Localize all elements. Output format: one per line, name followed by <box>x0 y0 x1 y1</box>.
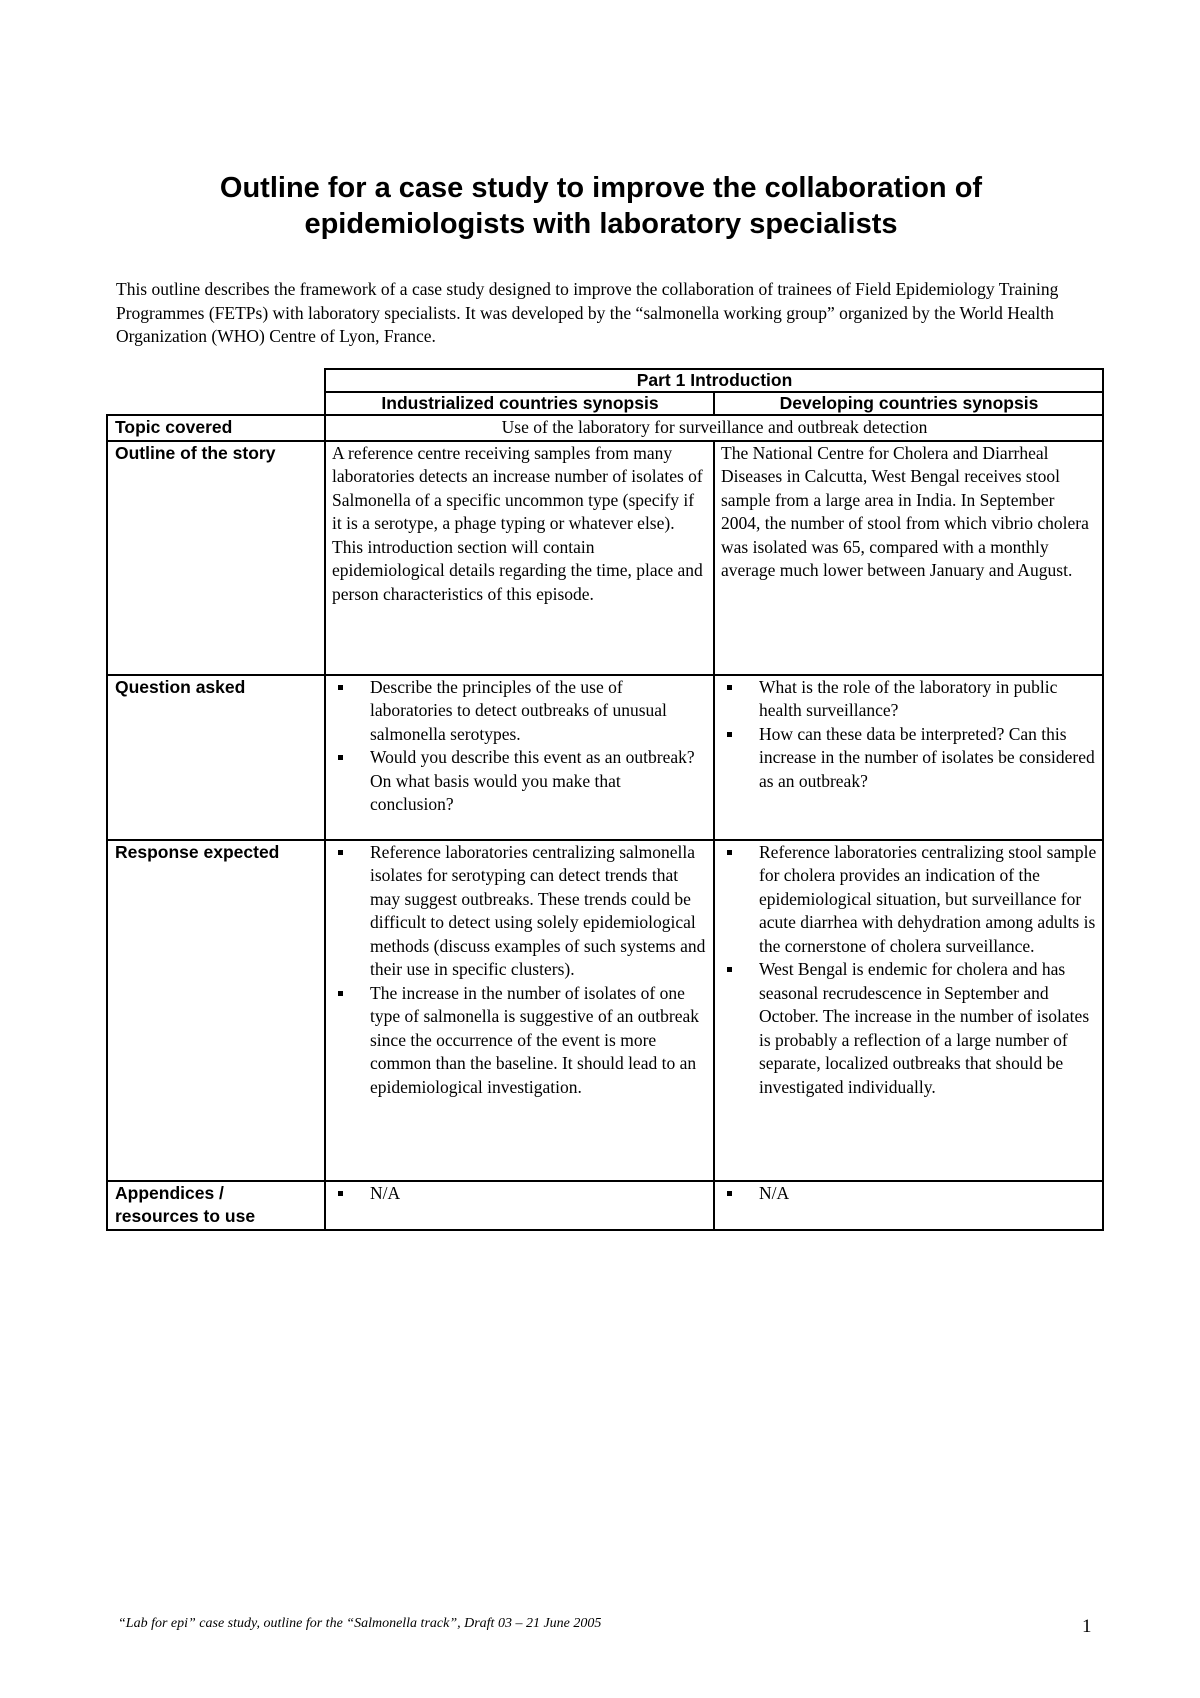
response-industrialized-cell <box>325 840 714 1181</box>
bullet-icon <box>338 850 343 855</box>
bullet-icon <box>338 991 343 996</box>
case-study-outline-table <box>106 368 1104 1231</box>
list-item-text: What is the role of the laboratory in public health surveillance? <box>759 676 1058 720</box>
list-item <box>332 982 708 1100</box>
bullet-icon <box>338 685 343 690</box>
column-header-developing: Developing countries synopsis <box>714 392 1103 415</box>
table-row-topic <box>107 415 1103 441</box>
topic-text: Use of the laboratory for surveillance and outbreak detection <box>325 415 1103 441</box>
list-item <box>332 841 708 982</box>
appendices-industrialized-list <box>332 1182 708 1206</box>
bullet-icon <box>727 850 732 855</box>
list-item <box>332 746 708 817</box>
title-line-2: epidemiologists with laboratory specialists <box>304 208 898 240</box>
row-label-response: Response expected <box>107 840 325 1181</box>
bullet-icon <box>727 967 732 972</box>
question-industrialized-cell <box>325 675 714 840</box>
table-row-response <box>107 840 1103 1181</box>
list-item <box>721 1182 1097 1206</box>
question-industrialized-list <box>332 676 708 817</box>
response-developing-cell <box>714 840 1103 1181</box>
title-line-1: Outline for a case study to improve the collaboration of <box>219 172 983 204</box>
list-item-text: West Bengal is endemic for cholera and has seasonal recrudescence in September and October. The increase in the number of isolates is probably a reflection of a large number of separate, localized outbreaks that should be investigated individually. <box>759 959 1090 1097</box>
empty-corner-cell <box>107 369 325 392</box>
column-header-row <box>107 392 1103 415</box>
empty-corner-cell <box>107 392 325 415</box>
appendices-developing-list <box>721 1182 1097 1206</box>
response-developing-list <box>721 841 1097 1100</box>
list-item <box>721 841 1097 959</box>
part-header: Part 1 Introduction <box>325 369 1103 392</box>
table-row-story <box>107 441 1103 675</box>
row-label-topic: Topic covered <box>107 415 325 441</box>
list-item-text: Describe the principles of the use of laboratories to detect outbreaks of unusual salmonella serotypes. <box>370 676 667 744</box>
bullet-icon <box>727 685 732 690</box>
column-header-industrialized: Industrialized countries synopsis <box>325 392 714 415</box>
page-footer: “Lab for epi” case study, outline for the “Salmonella track”, Draft 03 – 21 June 2005 <box>118 1616 602 1631</box>
row-label-appendices-line-1: Appendices / <box>115 1182 224 1203</box>
appendices-industrialized-cell <box>325 1181 714 1230</box>
list-item <box>721 723 1097 794</box>
appendices-developing-cell <box>714 1181 1103 1230</box>
list-item <box>332 676 708 747</box>
bullet-icon <box>338 1191 343 1196</box>
list-item <box>721 676 1097 723</box>
row-label-appendices-line-2: resources to use <box>115 1206 256 1226</box>
list-item-text: N/A <box>370 1182 401 1203</box>
page-number: 1 <box>1082 1616 1092 1637</box>
list-item-text: How can these data be interpreted? Can this increase in the number of isolates be considered as an outbreak? <box>759 723 1095 791</box>
list-item <box>721 958 1097 1099</box>
row-label-appendices <box>107 1181 325 1230</box>
question-developing-cell <box>714 675 1103 840</box>
bullet-icon <box>727 732 732 737</box>
document-title <box>106 170 1096 242</box>
story-industrialized: A reference centre receiving samples from many laboratories detects an increase number of isolates of Salmonella of a specific uncommon type (specify if it is a serotype, a phage typing or whatever else). This introduction section will contain epidemiological details regarding the time, place and person characteristics of this episode. <box>325 441 714 675</box>
list-item <box>332 1182 708 1206</box>
table-row-question <box>107 675 1103 840</box>
row-label-story: Outline of the story <box>107 441 325 675</box>
table-row-appendices <box>107 1181 1103 1230</box>
list-item-text: Would you describe this event as an outbreak? On what basis would you make that conclusion? <box>370 747 695 814</box>
intro-paragraph: This outline describes the framework of a case study designed to improve the collaboration of trainees of Field Epidemiology Training Programmes (FETPs) with laboratory specialists. It was developed by the “salmonella working group” organized by the World Health Organization (WHO) Centre of Lyon, France. <box>116 279 1059 346</box>
bullet-icon <box>727 1191 732 1196</box>
bullet-icon <box>338 755 343 760</box>
part-header-row <box>107 369 1103 392</box>
list-item-text: Reference laboratories centralizing stool sample for cholera provides an indication of the epidemiological situation, but surveillance for acute diarrhea with dehydration among adults is the cornerstone of cholera surveillance. <box>759 841 1097 956</box>
list-item-text: N/A <box>759 1182 790 1203</box>
list-item-text: The increase in the number of isolates of one type of salmonella is suggestive of an outbreak since the occurrence of the event is more common than the baseline. It should lead to an epidemiological investigation. <box>370 982 700 1097</box>
response-industrialized-list <box>332 841 708 1100</box>
story-developing: The National Centre for Cholera and Diarrheal Diseases in Calcutta, West Bengal receives stool sample from a large area in India. In September 2004, the number of stool from which vibrio cholera was isolated was 65, compared with a monthly average much lower between January and August. <box>714 441 1103 675</box>
question-developing-list <box>721 676 1097 794</box>
row-label-question: Question asked <box>107 675 325 840</box>
list-item-text: Reference laboratories centralizing salmonella isolates for serotyping can detect trends that may suggest outbreaks. These trends could be difficult to detect using solely epidemiological methods (discuss examples of such systems and their use in specific clusters). <box>370 841 706 979</box>
